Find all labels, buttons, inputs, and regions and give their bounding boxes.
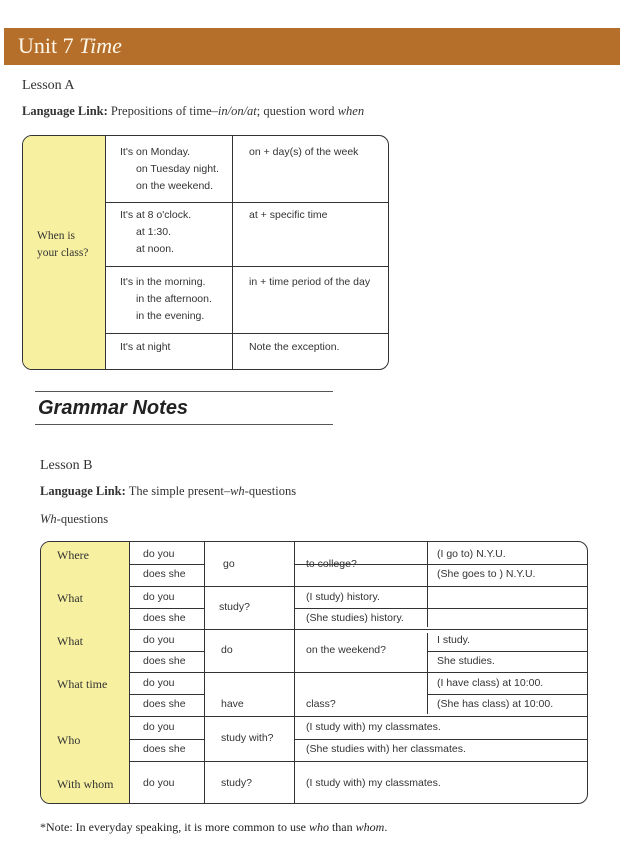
wh-word: Where — [57, 548, 89, 562]
verb-cell: have — [221, 698, 244, 710]
grammar-top-rule — [35, 391, 333, 392]
answer-cell: (I study with) my classmates. — [306, 721, 441, 733]
wh-word: Who — [57, 733, 81, 747]
answer-cell: (She studies) history. — [306, 612, 404, 624]
row-in-examples: It's in the morning. in the afternoon. in the evening. — [120, 276, 212, 322]
row-on-examples: It's on Monday. on Tuesday night. on the weekend. — [120, 146, 219, 192]
unit-title: Unit 7 Time — [18, 33, 122, 58]
subject-cell: do you — [143, 721, 175, 733]
lesson-b-title: Lesson B — [40, 458, 93, 473]
row-at-rule: at + specific time — [249, 209, 328, 221]
answer-cell: She studies. — [437, 655, 495, 667]
answer-cell: (She goes to ) N.Y.U. — [437, 568, 536, 580]
row-night-rule: Note the exception. — [249, 341, 340, 353]
verb-cell: study? — [219, 601, 250, 613]
wh-questions-table — [40, 541, 588, 804]
wh-word: What — [57, 591, 83, 605]
answer-cell: (I study) history. — [306, 591, 380, 603]
lesson-b-language-link: Language Link: The simple present–wh-questions — [40, 484, 297, 498]
object-cell: class? — [306, 698, 336, 710]
row-in-rule: in + time period of the day — [249, 276, 371, 288]
answer-cell: (I have class) at 10:00. — [437, 677, 544, 689]
usage-note: *Note: In everyday speaking, it is more common to use who than whom. — [40, 820, 388, 834]
verb-cell: go — [223, 558, 235, 570]
answer-cell: (I go to) N.Y.U. — [437, 548, 506, 560]
answer-cell: (I study with) my classmates. — [306, 777, 441, 789]
verb-cell: do — [221, 644, 233, 656]
wh-word: What time — [57, 677, 108, 691]
grammar-notes-heading: Grammar Notes — [38, 397, 189, 419]
grammar-bottom-rule — [35, 424, 333, 425]
object-cell: on the weekend? — [306, 644, 386, 656]
wh-word: With whom — [57, 777, 114, 791]
verb-cell: study with? — [221, 732, 274, 744]
wh-word-column — [41, 542, 130, 803]
verb-cell: study? — [221, 777, 252, 789]
subject-cell: does she — [143, 612, 186, 624]
subject-cell: does she — [143, 655, 186, 667]
answer-cell: I study. — [437, 634, 471, 646]
lesson-a-title: Lesson A — [22, 78, 75, 93]
prepositions-table — [22, 135, 389, 370]
row-at-examples: It's at 8 o'clock. at 1:30. at noon. — [120, 209, 192, 255]
row-on-rule: on + day(s) of the week — [249, 146, 359, 158]
object-cell: to college? — [306, 558, 357, 570]
answer-cell: (She studies with) her classmates. — [306, 743, 466, 755]
subject-cell: do you — [143, 591, 175, 603]
subject-cell: do you — [143, 634, 175, 646]
wh-word: What — [57, 634, 83, 648]
subject-cell: do you — [143, 548, 175, 560]
lesson-a-language-link: Language Link: Prepositions of time–in/on/at; question word when — [22, 104, 365, 118]
wh-questions-subheading: Wh-questions — [40, 512, 109, 526]
subject-cell: do you — [143, 777, 175, 789]
subject-cell: does she — [143, 698, 186, 710]
answer-cell: (She has class) at 10:00. — [437, 698, 554, 710]
subject-cell: does she — [143, 568, 186, 580]
subject-cell: does she — [143, 743, 186, 755]
question-cell: When is your class? — [37, 230, 89, 259]
row-night-example: It's at night — [120, 341, 171, 353]
subject-cell: do you — [143, 677, 175, 689]
